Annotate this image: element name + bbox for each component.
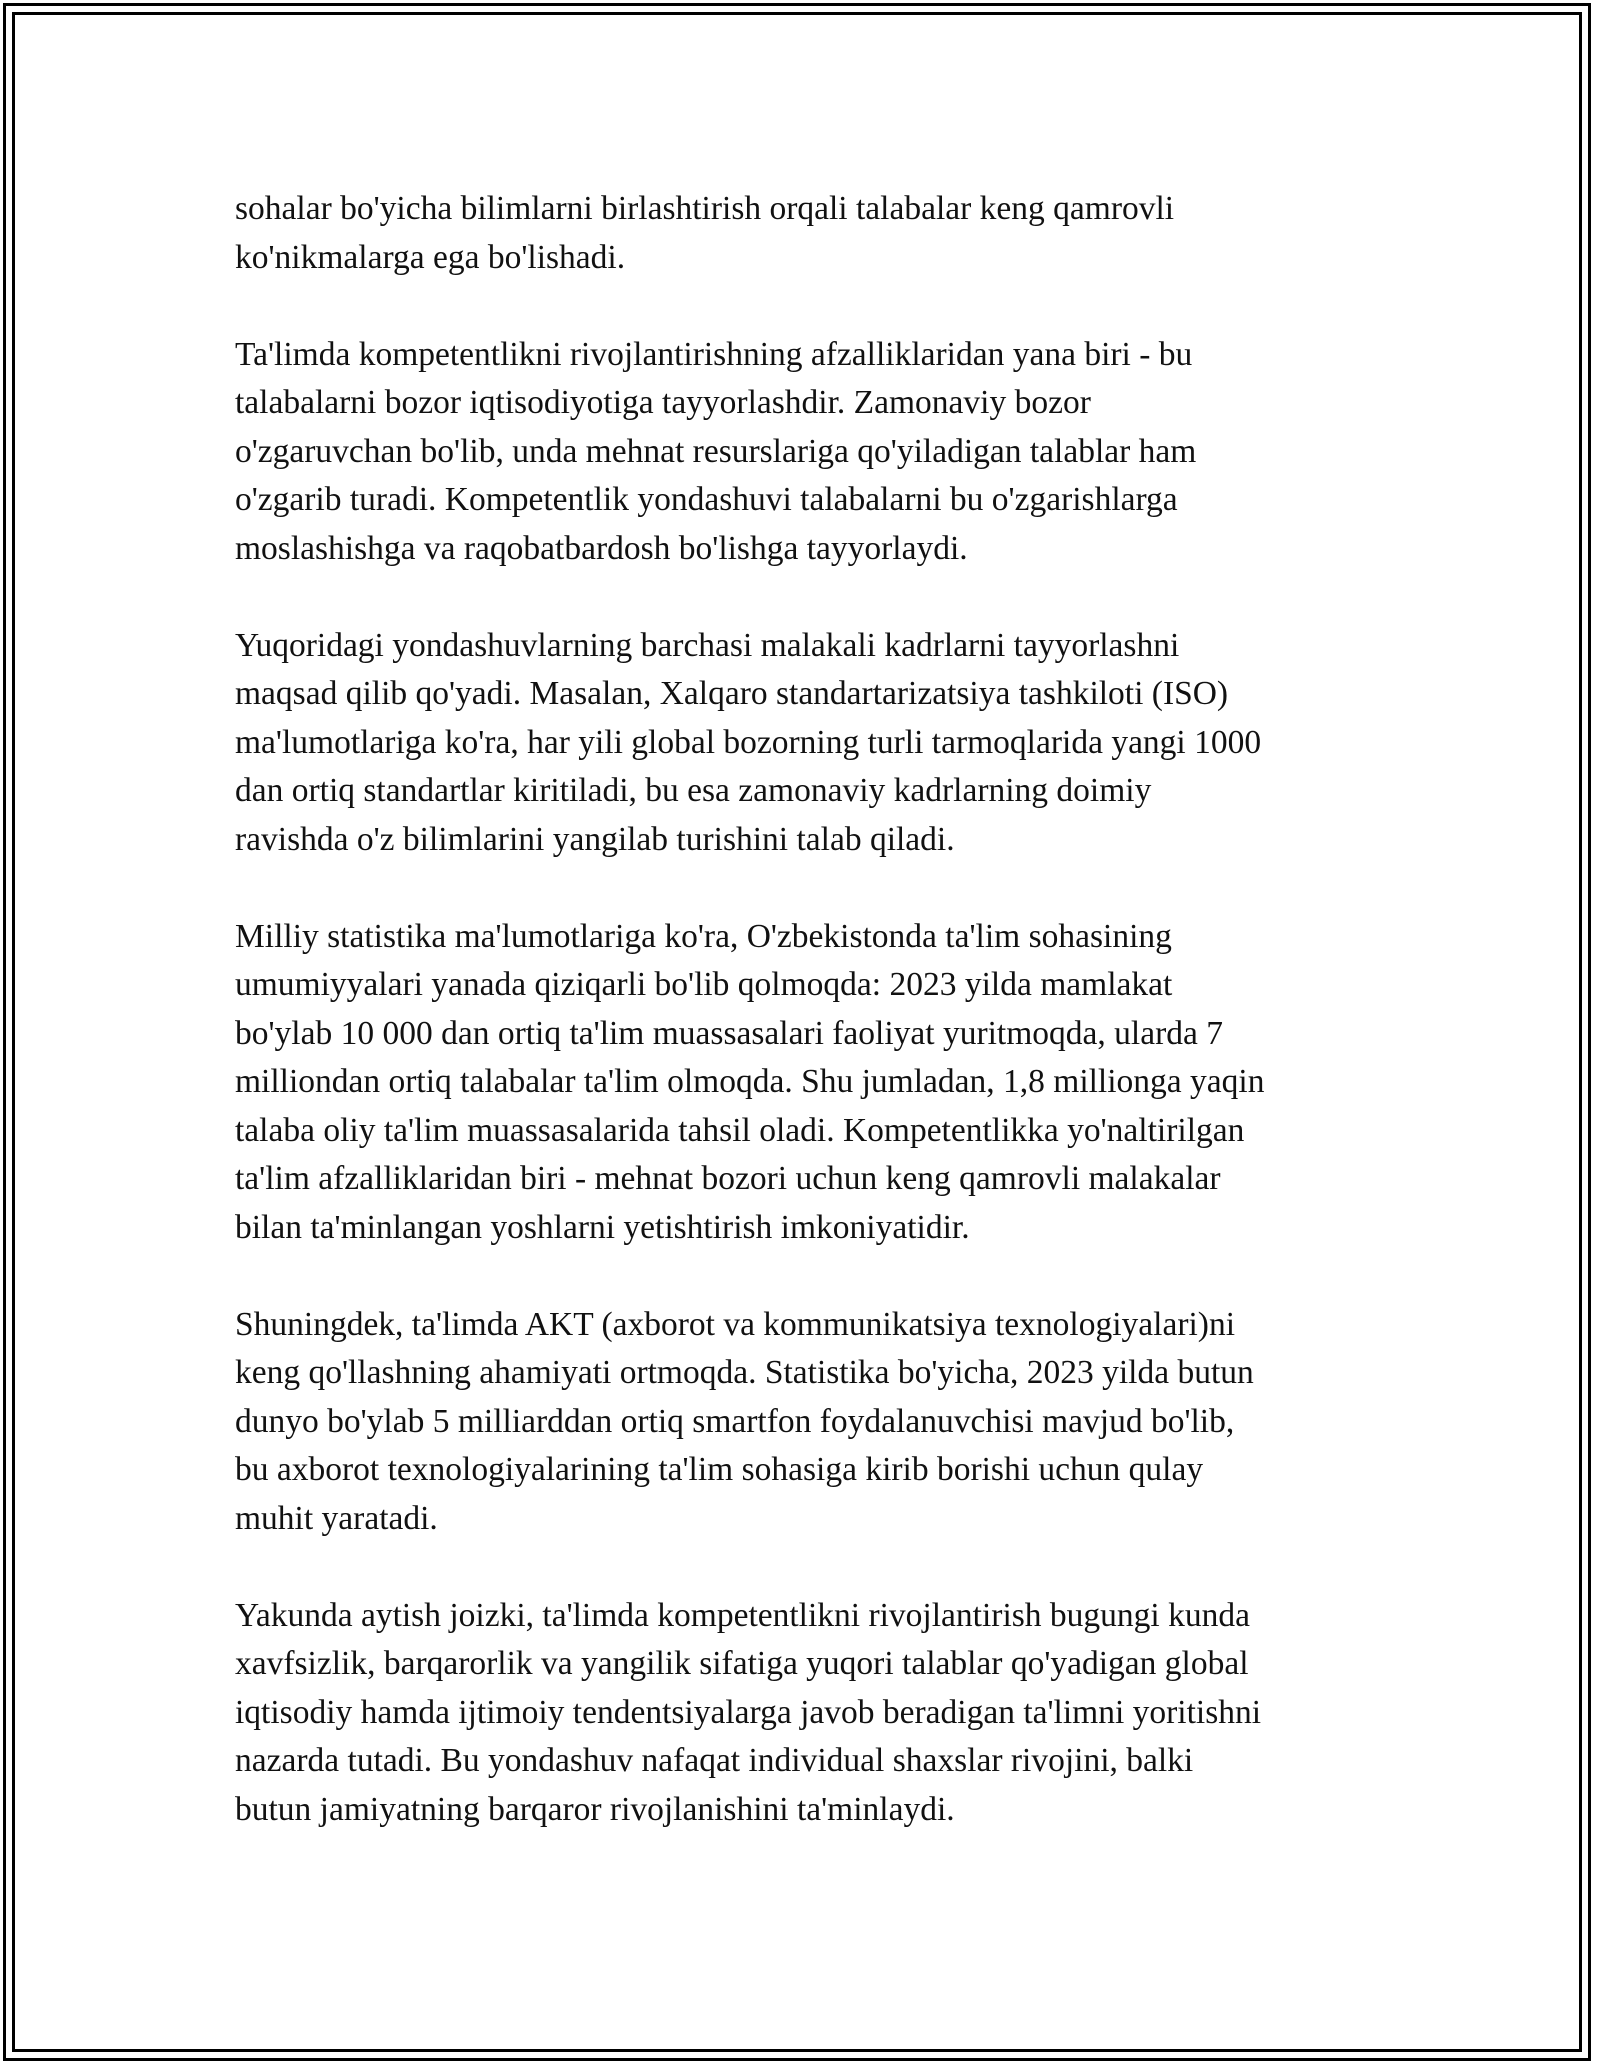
text-line: ta'lim afzalliklaridan biri - mehnat bozori uchun keng qamrovli malakalar <box>235 1160 1221 1197</box>
text-line: milliondan ortiq talabalar ta'lim olmoqda. Shu jumladan, 1,8 millionga yaqin <box>235 1063 1265 1100</box>
text-line: moslashishga va raqobatbardosh bo'lishga tayyorlaydi. <box>235 529 968 567</box>
text-line: bu axborot texnologiyalarining ta'lim sohasiga kirib borishi uchun qulay <box>235 1451 1204 1488</box>
text-line: butun jamiyatning barqaror rivojlanishini ta'minlaydi. <box>235 1790 955 1828</box>
text-line: xavfsizlik, barqarorlik va yangilik sifatiga yuqori talablar qo'yadigan global <box>235 1645 1249 1682</box>
text-line: ko'nikmalarga ega bo'lishadi. <box>235 238 626 276</box>
text-line: Ta'limda kompetentlikni rivojlantirishning afzalliklaridan yana biri - bu <box>235 335 1193 373</box>
document-body <box>235 185 1375 1883</box>
text-line: keng qo'llashning ahamiyati ortmoqda. Statistika bo'yicha, 2023 yilda butun <box>235 1354 1254 1391</box>
text-line: sohalar bo'yicha bilimlarni birlashtirish orqali talabalar keng qamrovli <box>235 190 1175 227</box>
text-line: bilan ta'minlangan yoshlarni yetishtirish imkoniyatidir. <box>235 1208 970 1246</box>
text-line: bo'ylab 10 000 dan ortiq ta'lim muassasalari faoliyat yuritmoqda, ularda 7 <box>235 1014 1223 1052</box>
paragraph-3 <box>235 622 1375 865</box>
text-line: o'zgarib turadi. Kompetentlik yondashuvi talabalarni bu o'zgarishlarga <box>235 481 1178 518</box>
text-line: dunyo bo'ylab 5 milliarddan ortiq smartfon foydalanuvchisi mavjud bo'lib, <box>235 1402 1235 1440</box>
text-line: ma'lumotlariga ko'ra, har yili global bozorning turli tarmoqlarida yangi 1000 <box>235 723 1262 761</box>
text-line: muhit yaratadi. <box>235 1499 438 1537</box>
text-line: dan ortiq standartlar kiritiladi, bu esa zamonaviy kadrlarning doimiy <box>235 772 1152 809</box>
text-line: ravishda o'z bilimlarini yangilab turishini talab qiladi. <box>235 820 955 858</box>
paragraph-1 <box>235 185 1375 282</box>
text-line: o'zgaruvchan bo'lib, unda mehnat resurslariga qo'yiladigan talablar ham <box>235 432 1197 470</box>
text-line: nazarda tutadi. Bu yondashuv nafaqat individual shaxslar rivojini, balki <box>235 1742 1194 1779</box>
text-line: talabalarni bozor iqtisodiyotiga tayyorlashdir. Zamonaviy bozor <box>235 384 1091 421</box>
text-line: Yuqoridagi yondashuvlarning barchasi malakali kadrlarni tayyorlashni <box>235 626 1180 664</box>
paragraph-4 <box>235 913 1375 1253</box>
text-line: Milliy statistika ma'lumotlariga ko'ra, O'zbekistonda ta'lim sohasining <box>235 917 1172 955</box>
text-line: iqtisodiy hamda ijtimoiy tendentsiyalarga javob beradigan ta'limni yoritishni <box>235 1693 1262 1731</box>
text-line: Yakunda aytish joizki, ta'limda kompetentlikni rivojlantirish bugungi kunda <box>235 1596 1250 1634</box>
text-line: maqsad qilib qo'yadi. Masalan, Xalqaro standartarizatsiya tashkiloti (ISO) <box>235 675 1229 712</box>
text-line: talaba oliy ta'lim muassasalarida tahsil oladi. Kompetentlikka yo'naltirilgan <box>235 1111 1245 1149</box>
text-line: umumiyyalari yanada qiziqarli bo'lib qolmoqda: 2023 yilda mamlakat <box>235 966 1173 1003</box>
paragraph-5 <box>235 1301 1375 1544</box>
text-line: Shuningdek, ta'limda AKT (axborot va kommunikatsiya texnologiyalari)ni <box>235 1305 1236 1343</box>
paragraph-2 <box>235 331 1375 574</box>
paragraph-6 <box>235 1592 1375 1835</box>
